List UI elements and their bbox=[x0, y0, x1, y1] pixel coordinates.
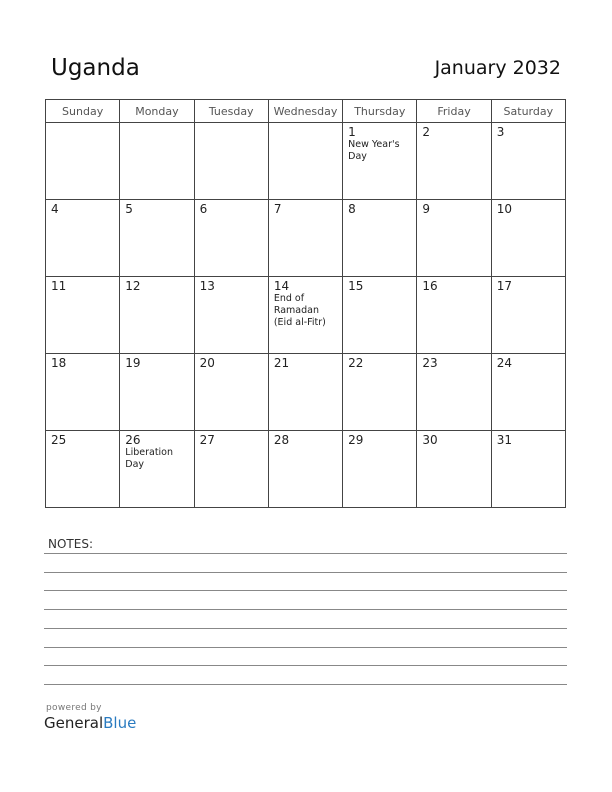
day-cell bbox=[343, 123, 417, 200]
day-cell bbox=[417, 123, 491, 200]
notes-label: NOTES: bbox=[48, 537, 93, 551]
day-cell bbox=[343, 431, 417, 508]
day-number: 19 bbox=[125, 356, 141, 370]
day-cell bbox=[120, 431, 194, 508]
brand-name bbox=[44, 714, 136, 732]
day-number: 13 bbox=[199, 279, 215, 293]
notes-line bbox=[44, 647, 567, 648]
brand-logo bbox=[44, 703, 136, 732]
day-number: 15 bbox=[348, 279, 364, 293]
day-number: 27 bbox=[199, 433, 215, 447]
empty-day-cell bbox=[120, 123, 194, 200]
day-cell bbox=[417, 277, 491, 354]
day-number: 1 bbox=[348, 125, 356, 139]
weekday-header: Monday bbox=[120, 100, 194, 123]
day-number bbox=[195, 123, 268, 125]
day-cell bbox=[120, 277, 194, 354]
day-cell bbox=[491, 431, 565, 508]
day-cell bbox=[194, 431, 268, 508]
day-number: 4 bbox=[51, 202, 59, 216]
day-number: 8 bbox=[348, 202, 356, 216]
notes-line bbox=[44, 590, 567, 591]
day-number: 12 bbox=[125, 279, 141, 293]
day-number: 6 bbox=[199, 202, 208, 216]
day-number: 30 bbox=[422, 433, 438, 447]
day-cell bbox=[268, 354, 342, 431]
week-row bbox=[46, 277, 566, 354]
brand-name-part2: Blue bbox=[103, 714, 137, 732]
day-number bbox=[46, 123, 119, 125]
day-number: 31 bbox=[496, 433, 512, 447]
notes-line bbox=[44, 628, 567, 629]
day-cell bbox=[46, 277, 120, 354]
day-cell bbox=[268, 200, 342, 277]
day-number: 28 bbox=[273, 433, 290, 447]
holiday-label: End of Ramadan (Eid al-Fitr) bbox=[273, 293, 326, 328]
day-cell bbox=[46, 431, 120, 508]
day-number: 2 bbox=[422, 125, 431, 139]
day-number bbox=[269, 123, 342, 125]
week-row bbox=[46, 123, 566, 200]
day-cell bbox=[491, 354, 565, 431]
day-number: 3 bbox=[496, 125, 505, 139]
day-number: 18 bbox=[51, 356, 67, 370]
day-number: 20 bbox=[199, 356, 215, 370]
day-number: 25 bbox=[51, 433, 67, 447]
notes-line bbox=[44, 665, 567, 666]
day-number: 24 bbox=[496, 356, 512, 370]
day-number: 5 bbox=[125, 202, 133, 216]
day-number: 7 bbox=[273, 202, 282, 216]
weekday-header: Tuesday bbox=[194, 100, 268, 123]
calendar-body bbox=[46, 123, 566, 508]
day-cell bbox=[46, 354, 120, 431]
country-title: Uganda bbox=[51, 55, 140, 81]
day-number: 17 bbox=[496, 279, 512, 293]
week-row bbox=[46, 200, 566, 277]
day-cell bbox=[417, 200, 491, 277]
weekday-header: Thursday bbox=[343, 100, 417, 123]
empty-day-cell bbox=[46, 123, 120, 200]
day-cell bbox=[417, 354, 491, 431]
month-year-title: January 2032 bbox=[434, 57, 561, 79]
empty-day-cell bbox=[194, 123, 268, 200]
day-number: 22 bbox=[348, 356, 364, 370]
brand-name-part1: General bbox=[44, 714, 104, 732]
day-cell bbox=[268, 431, 342, 508]
day-cell bbox=[343, 200, 417, 277]
holiday-label: Liberation Day bbox=[125, 447, 174, 470]
day-cell bbox=[491, 200, 565, 277]
day-cell bbox=[120, 354, 194, 431]
day-number: 11 bbox=[51, 279, 67, 293]
day-number bbox=[120, 123, 193, 125]
day-number: 21 bbox=[273, 356, 290, 370]
day-number: 14 bbox=[273, 279, 290, 293]
weekday-header: Wednesday bbox=[268, 100, 342, 123]
day-cell bbox=[491, 277, 565, 354]
week-row bbox=[46, 431, 566, 508]
day-number: 23 bbox=[422, 356, 438, 370]
empty-day-cell bbox=[268, 123, 342, 200]
day-cell bbox=[120, 200, 194, 277]
day-cell bbox=[194, 277, 268, 354]
notes-line bbox=[44, 553, 567, 554]
weekday-header: Sunday bbox=[46, 100, 120, 123]
day-cell bbox=[194, 354, 268, 431]
weekday-header: Friday bbox=[417, 100, 491, 123]
day-cell bbox=[268, 277, 342, 354]
weekday-header-row bbox=[46, 100, 566, 123]
weekday-header: Saturday bbox=[491, 100, 565, 123]
day-number: 16 bbox=[422, 279, 438, 293]
holiday-label: New Year's Day bbox=[348, 139, 400, 162]
week-row bbox=[46, 354, 566, 431]
day-number: 26 bbox=[125, 433, 141, 447]
calendar-grid bbox=[45, 99, 566, 508]
day-cell bbox=[417, 431, 491, 508]
day-cell bbox=[343, 354, 417, 431]
notes-line bbox=[44, 572, 567, 573]
day-number: 10 bbox=[496, 202, 512, 216]
notes-line bbox=[44, 684, 567, 685]
day-cell bbox=[491, 123, 565, 200]
day-cell bbox=[194, 200, 268, 277]
day-cell bbox=[46, 200, 120, 277]
day-cell bbox=[343, 277, 417, 354]
day-number: 29 bbox=[348, 433, 364, 447]
day-number: 9 bbox=[422, 202, 431, 216]
notes-line bbox=[44, 609, 567, 610]
powered-by-text: powered by bbox=[46, 703, 102, 713]
